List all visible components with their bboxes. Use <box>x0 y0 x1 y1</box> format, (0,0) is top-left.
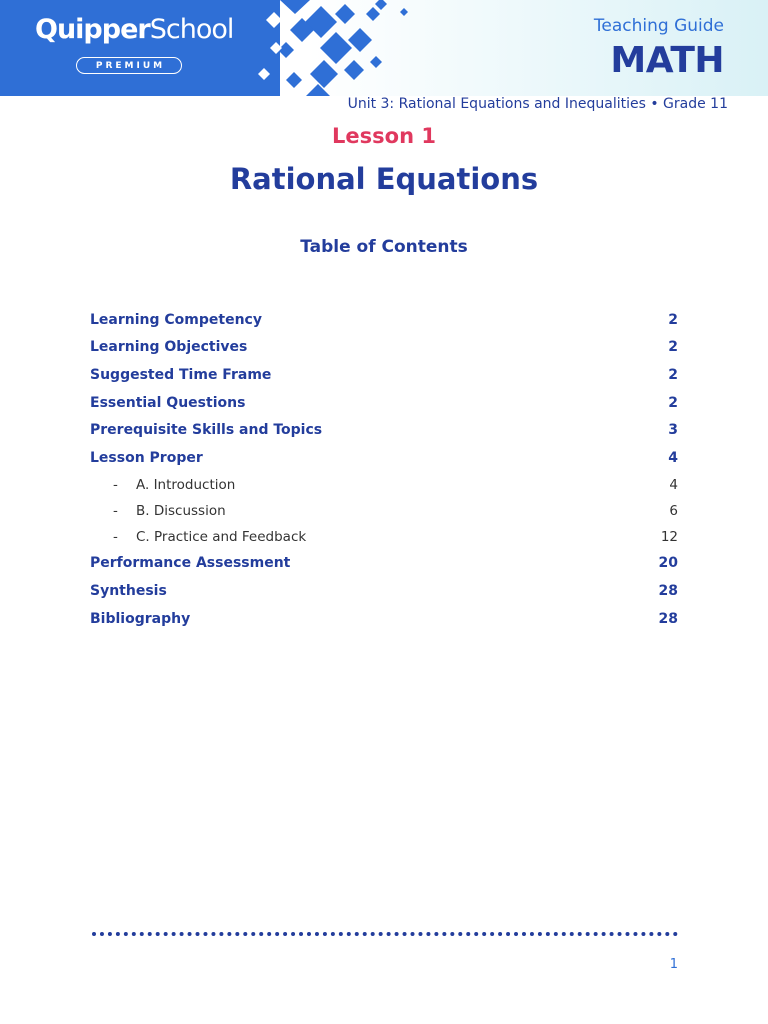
logo-name-part2: School <box>149 14 234 45</box>
toc-entry-label: Essential Questions <box>90 394 246 411</box>
toc-dash-marker: - <box>113 476 118 493</box>
toc-subentry[interactable] <box>90 524 678 550</box>
toc-heading: Table of Contents <box>300 237 468 257</box>
toc-entry[interactable] <box>90 444 678 472</box>
table-of-contents <box>90 306 678 632</box>
toc-entry-label: Performance Assessment <box>90 555 291 572</box>
premium-badge: PREMIUM <box>76 57 182 74</box>
page-header <box>0 0 768 96</box>
toc-entry[interactable] <box>90 306 678 334</box>
lesson-number: Lesson 1 <box>332 124 436 148</box>
toc-entry-label: Learning Competency <box>90 311 262 328</box>
toc-entry[interactable] <box>90 361 678 389</box>
toc-entry-page: 3 <box>668 422 678 439</box>
toc-entry-label: Lesson Proper <box>90 449 203 466</box>
toc-subentry-label: C. Practice and Feedback <box>136 528 307 545</box>
logo-name-part1: Quipper <box>35 14 150 45</box>
toc-dash-marker: - <box>113 502 118 519</box>
subject-title: MATH <box>610 40 724 81</box>
quipper-school-logo <box>35 14 233 45</box>
toc-entry[interactable] <box>90 389 678 417</box>
diamond-pattern-decoration <box>250 0 420 96</box>
toc-entry[interactable] <box>90 577 678 605</box>
toc-subentry-page: 4 <box>669 476 678 493</box>
toc-entry[interactable] <box>90 416 678 444</box>
toc-entry-label: Learning Objectives <box>90 339 248 356</box>
lesson-title: Rational Equations <box>229 162 539 196</box>
toc-entry-label: Synthesis <box>90 582 167 599</box>
toc-entry-page: 28 <box>658 582 678 599</box>
toc-entry[interactable] <box>90 334 678 362</box>
toc-entry[interactable] <box>90 605 678 633</box>
toc-entry-page: 28 <box>658 610 678 627</box>
toc-subentry-label: A. Introduction <box>136 476 236 493</box>
toc-subentry[interactable] <box>90 498 678 524</box>
guide-label: Teaching Guide <box>593 16 724 36</box>
toc-entry-page: 4 <box>668 449 678 466</box>
toc-entry-page: 2 <box>668 339 678 356</box>
toc-entry-label: Bibliography <box>90 610 191 627</box>
toc-entry-page: 20 <box>658 555 678 572</box>
footer-dotted-divider <box>92 932 678 936</box>
page-number: 1 <box>669 957 678 972</box>
toc-entry[interactable] <box>90 550 678 578</box>
toc-subentry-page: 12 <box>660 528 678 545</box>
toc-entry-page: 2 <box>668 394 678 411</box>
toc-subentry-label: B. Discussion <box>136 502 226 519</box>
toc-entry-page: 2 <box>668 366 678 383</box>
toc-subentry[interactable] <box>90 472 678 498</box>
toc-entry-label: Prerequisite Skills and Topics <box>90 422 323 439</box>
toc-entry-page: 2 <box>668 311 678 328</box>
toc-dash-marker: - <box>113 528 118 545</box>
unit-grade-line: Unit 3: Rational Equations and Inequalities • Grade 11 <box>347 96 728 112</box>
toc-entry-label: Suggested Time Frame <box>90 366 272 383</box>
toc-subentry-page: 6 <box>669 502 678 519</box>
